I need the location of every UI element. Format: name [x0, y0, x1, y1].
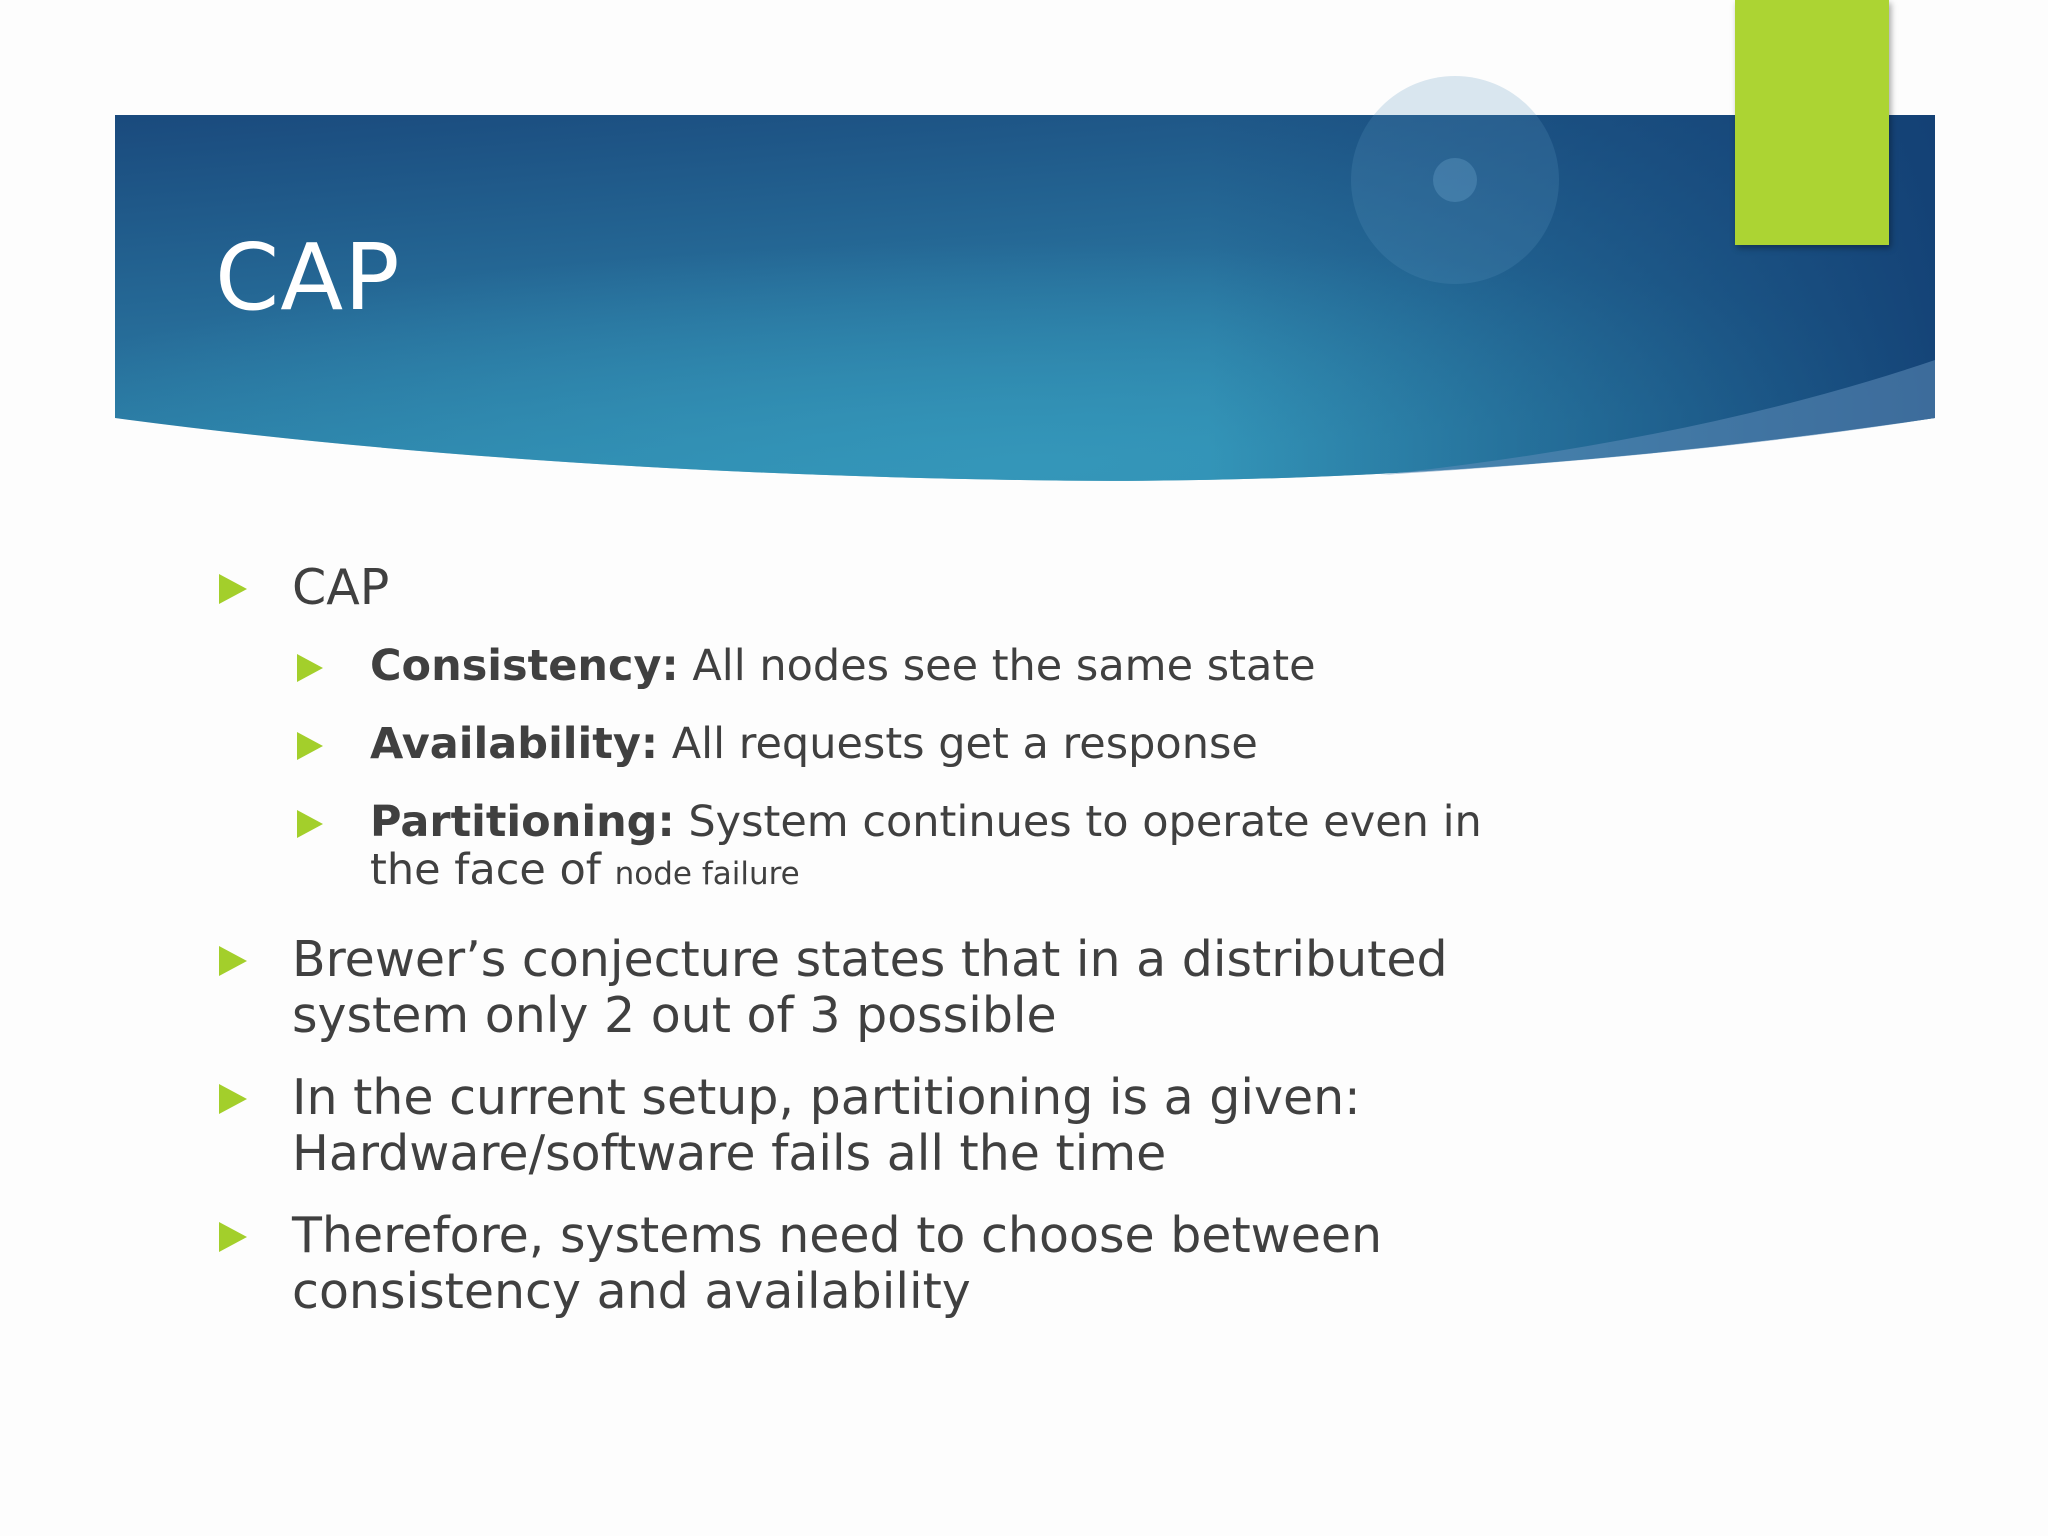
bullet-text-small: node failure: [614, 856, 800, 892]
bullet-text: All nodes see the same state: [678, 641, 1316, 691]
bullet-item: [215, 560, 1565, 616]
bullet-item: [215, 932, 1565, 1044]
triangle-bullet-icon: [219, 574, 247, 604]
bullet-text: Brewer’s conjecture states that in a distributed system only 2 out of 3 possible: [292, 931, 1448, 1044]
triangle-bullet-icon: [297, 810, 323, 838]
triangle-bullet-icon: [219, 1084, 247, 1114]
bullet-list: [215, 560, 1565, 1320]
sub-bullet-item: [293, 720, 1565, 768]
sub-bullet-item: [293, 642, 1565, 690]
triangle-bullet-icon: [297, 654, 323, 682]
bullet-item: [215, 1070, 1565, 1182]
sub-bullet-item: [293, 798, 1565, 898]
slide-title: CAP: [215, 224, 401, 331]
bullet-text: All requests get a response: [658, 719, 1258, 769]
bullet-term: Availability:: [370, 719, 659, 769]
bullet-text: CAP: [292, 559, 390, 616]
triangle-bullet-icon: [219, 1222, 247, 1252]
bullet-term: Partitioning:: [370, 797, 675, 847]
bullet-text: System continues to operate even in the face of: [370, 797, 1482, 895]
bullet-text: In the current setup, partitioning is a given: Hardware/software fails all the time: [292, 1069, 1361, 1182]
triangle-bullet-icon: [219, 946, 247, 976]
bullet-item: [215, 1208, 1565, 1320]
triangle-bullet-icon: [297, 732, 323, 760]
bullet-term: Consistency:: [370, 641, 679, 691]
accent-bar: [1735, 0, 1889, 245]
bullet-text: Therefore, systems need to choose between consistency and availability: [292, 1207, 1383, 1320]
